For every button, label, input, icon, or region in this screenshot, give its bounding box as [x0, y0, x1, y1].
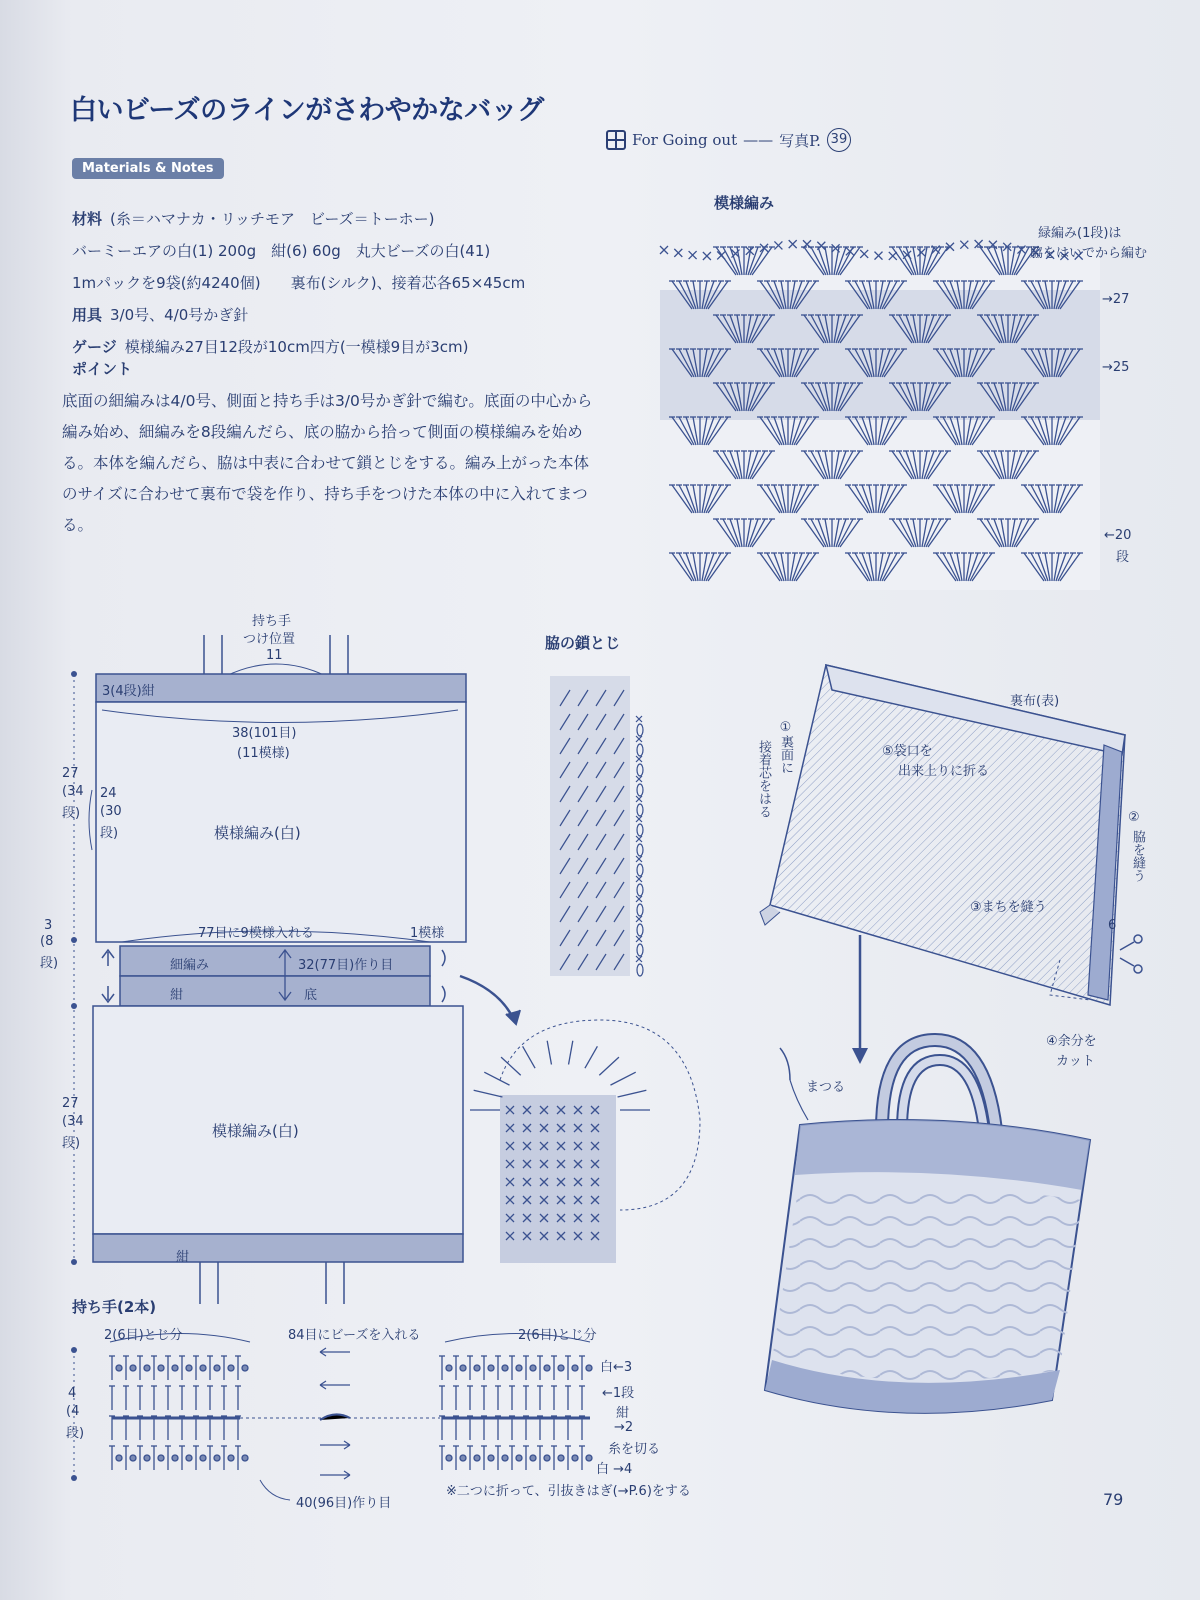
sc-stitch: [636, 856, 642, 862]
sc-stitch: [636, 876, 642, 882]
treble-stitch: [569, 1041, 573, 1065]
treble-stitch: [501, 1057, 521, 1075]
bead-mark: [572, 1455, 578, 1461]
step5-label-a: ⑤袋口を: [882, 744, 933, 759]
row-1-label: ←1段: [602, 1386, 635, 1401]
bead-mark: [446, 1455, 452, 1461]
handle-height-c: 段): [66, 1426, 85, 1441]
row-27-label: →27: [1102, 292, 1130, 307]
bead-mark: [144, 1365, 150, 1371]
chain-stitch: [637, 944, 643, 956]
page-number: 79: [1103, 1490, 1124, 1509]
seg-dan: 段): [40, 956, 59, 971]
bead-mark: [158, 1365, 164, 1371]
lining-illustration: [760, 665, 1142, 1064]
chain-stitch: [637, 964, 643, 976]
navy-label: 紺: [170, 988, 184, 1003]
bead-mark: [586, 1365, 592, 1371]
sc-stitch: [636, 716, 642, 722]
chain-stitch: [637, 884, 643, 896]
bead-mark: [516, 1455, 522, 1461]
bead-mark: [172, 1365, 178, 1371]
handle-width: 11: [266, 648, 283, 663]
side-join-title: 脇の鎖とじ: [545, 634, 621, 652]
height-2: 27: [62, 1096, 79, 1111]
left-close-label: 2(6目)とじ分: [104, 1328, 183, 1343]
bead-mark: [172, 1455, 178, 1461]
handle-position-label-1: 持ち手: [252, 614, 292, 629]
bead-mark: [186, 1365, 192, 1371]
step1-label-b: 接着芯をはる: [756, 740, 771, 818]
white-4-label: 白 →4: [596, 1462, 633, 1477]
top-width-label: 38(101目): [232, 726, 297, 741]
height-2c: 段): [62, 1136, 81, 1151]
chain-stitch: [637, 744, 643, 756]
bead-mark: [558, 1455, 564, 1461]
handle-chain-label: 40(96目)作り目: [296, 1496, 392, 1511]
page-title: 白いビーズのラインがさわやかなバッグ: [70, 95, 544, 126]
handle-height-a: 4: [68, 1386, 77, 1401]
bead-mark: [200, 1365, 206, 1371]
bead-mark: [516, 1365, 522, 1371]
sc-stitch: [636, 916, 642, 922]
treble-stitch: [599, 1057, 619, 1075]
sc-stitch: [636, 816, 642, 822]
bead-mark: [502, 1455, 508, 1461]
handle-position-label-2: つけ位置: [243, 632, 296, 647]
bead-mark: [214, 1455, 220, 1461]
treble-stitch: [523, 1046, 535, 1068]
materials-badge: Materials & Notes: [72, 158, 224, 179]
navy-handle-label: 紺: [616, 1406, 630, 1421]
tools-line: 用具 3/0号、4/0号かぎ針: [72, 306, 249, 324]
bead-mark: [544, 1365, 550, 1371]
top-width-sub: (11模様): [237, 746, 290, 761]
bead-mark: [158, 1455, 164, 1461]
bead-mark: [544, 1455, 550, 1461]
chain-stitch: [637, 764, 643, 776]
point-text: 底面の細編みは4/0号、側面と持ち手は3/0号かぎ針で編む。底面の中心から編み始め、細編みを8段編んだら、底の脇から拾って側面の模様編みを始める。本体を編んだら、脇は中表に合わせて鎖とじをする。編み上がった本体のサイズに合わせて裏布で袋を作り、持ち手をつけた本体の中に入れてまつる。: [62, 392, 593, 534]
step6-label: 6: [1108, 918, 1117, 933]
treble-stitch: [610, 1072, 635, 1085]
fabric-label: 裏布(表): [1010, 694, 1060, 709]
stitch-chart: [660, 240, 1100, 590]
bead-mark: [116, 1455, 122, 1461]
height-1b: (34: [62, 784, 84, 799]
finished-bag-illustration: [765, 1040, 1090, 1413]
gauge-line: ゲージ 模様編み27目12段が10cm四方(一模様9目が3cm): [72, 338, 469, 356]
bead-mark: [558, 1365, 564, 1371]
bead-mark: [214, 1365, 220, 1371]
bead-mark: [446, 1365, 452, 1371]
treble-stitch: [547, 1041, 551, 1065]
bead-mark: [460, 1365, 466, 1371]
bead-mark: [572, 1365, 578, 1371]
bead-mark: [488, 1365, 494, 1371]
sc-stitch: [789, 240, 797, 248]
bead-mark: [530, 1455, 536, 1461]
step4-label-a: ④余分を: [1046, 1034, 1097, 1049]
chain-stitch: [637, 824, 643, 836]
handle-note: ※二つに折って、引抜きはぎ(→P.6)をする: [446, 1484, 691, 1499]
handle-title: 持ち手(2本): [72, 1298, 157, 1316]
step2-label-b: 脇を縫う: [1130, 830, 1145, 882]
beads-label: 84目にビーズを入れる: [288, 1328, 421, 1343]
row-20-label: ←20: [1104, 528, 1132, 543]
bead-mark: [130, 1455, 136, 1461]
step3-label: ③まちを縫う: [970, 900, 1047, 915]
pattern-note-1: 緑編み(1段)は: [1038, 226, 1122, 241]
chain-stitch: [637, 904, 643, 916]
row-2-label: →2: [614, 1420, 634, 1435]
seg-3: 3: [44, 918, 53, 933]
materials-line-3: 1mパックを9袋(約4240個) 裏布(シルク)、接着芯各65×45cm: [72, 274, 526, 292]
inner-height-b: (30: [100, 804, 122, 819]
seg-8: (8: [40, 934, 54, 949]
bead-mark: [200, 1455, 206, 1461]
top-band-label: 3(4段)紺: [102, 684, 155, 699]
sc-stitch: [636, 776, 642, 782]
chain-stitch: [637, 784, 643, 796]
photo-number: 39: [827, 128, 851, 152]
bead-mark: [474, 1365, 480, 1371]
bead-mark: [242, 1455, 248, 1461]
chain-stitch: [637, 724, 643, 736]
chain-stitch: [637, 864, 643, 876]
treble-stitch: [585, 1046, 597, 1068]
step5-label-b: 出来上りに折る: [898, 764, 990, 779]
sc-stitch: [636, 896, 642, 902]
white-3-label: 白←3: [600, 1360, 633, 1375]
row-25-label: →25: [1102, 360, 1130, 375]
bead-mark: [460, 1455, 466, 1461]
sew-label: まつる: [806, 1080, 846, 1095]
pattern-note-2: 脇をはいでから編む: [1030, 246, 1148, 261]
chain-stitch: [637, 804, 643, 816]
bead-mark: [116, 1365, 122, 1371]
bottom-label: 底: [304, 988, 318, 1003]
bead-mark: [186, 1455, 192, 1461]
handle-height-b: (4: [66, 1404, 80, 1419]
treble-stitch: [484, 1072, 509, 1085]
materials-line-2: バーミーエアの白(1) 200g 紺(6) 60g 丸大ビーズの白(41): [72, 242, 491, 260]
sc-stitch: [636, 796, 642, 802]
right-close-label: 2(6目)とじ分: [518, 1328, 597, 1343]
bead-mark: [488, 1455, 494, 1461]
chain-stitch: [637, 924, 643, 936]
bead-mark: [228, 1455, 234, 1461]
sc-stitch: [817, 242, 825, 250]
sc-stitch: [960, 241, 968, 249]
step1-label-a: ①裏面に: [778, 720, 793, 774]
height-2b: (34: [62, 1114, 84, 1129]
cut-label: 糸を切る: [608, 1442, 661, 1457]
treble-stitch: [618, 1090, 647, 1097]
sc-stitch: [636, 936, 642, 942]
materials-line-1: 材料 (糸＝ハマナカ・リッチモア ビーズ＝トーホー): [72, 210, 435, 228]
step2-label-a: ②: [1128, 810, 1140, 825]
pattern-white-label-2: 模様編み(白): [212, 1122, 299, 1140]
bead-mark: [228, 1365, 234, 1371]
bead-mark: [586, 1455, 592, 1461]
sc-stitch: [774, 241, 782, 249]
tag-dash: ——: [743, 131, 774, 149]
chain-stitch: [637, 844, 643, 856]
pattern-white-label: 模様編み(白): [214, 824, 301, 842]
pattern-title: 模様編み: [714, 194, 775, 212]
bead-mark: [502, 1365, 508, 1371]
sc-stitch: [636, 756, 642, 762]
bead-mark: [242, 1365, 248, 1371]
sc-stitch: [636, 836, 642, 842]
points-heading: ポイント: [72, 360, 133, 378]
inner-height-c: 段): [100, 826, 119, 841]
stitch-note: 77目に9模様入れる: [198, 926, 314, 941]
bead-mark: [130, 1365, 136, 1371]
bead-mark: [474, 1455, 480, 1461]
bead-mark: [144, 1455, 150, 1461]
bottom-chart: [470, 1020, 700, 1263]
inner-height: 24: [100, 786, 117, 801]
treble-stitch: [474, 1090, 503, 1097]
sc-stitch: [636, 956, 642, 962]
bead-mark: [530, 1365, 536, 1371]
bottom-band-label: 紺: [176, 1250, 190, 1265]
height-1: 27: [62, 766, 79, 781]
tag-text: For Going out: [632, 131, 738, 149]
sc-label: 細編み: [170, 958, 210, 973]
sc-stitch: [636, 736, 642, 742]
side-join-chart: [550, 676, 643, 976]
row-20-unit: 段: [1116, 550, 1130, 565]
step4-label-b: カット: [1056, 1054, 1095, 1069]
chain-label: 32(77目)作り目: [298, 958, 394, 973]
height-1c: 段): [62, 806, 81, 821]
one-repeat-label: 1模様: [410, 926, 445, 941]
handle-chart: [71, 1334, 592, 1501]
tag-photo: 写真P.: [779, 131, 821, 150]
